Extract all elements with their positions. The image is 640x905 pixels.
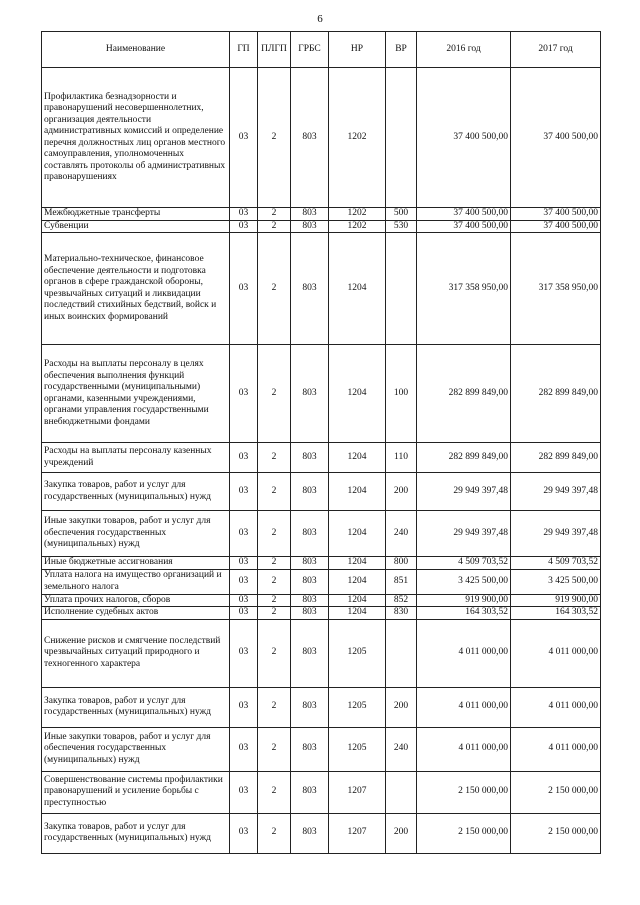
row-gp: 03 — [230, 594, 258, 607]
row-2016: 37 400 500,00 — [417, 68, 511, 208]
row-nr: 1204 — [329, 473, 386, 511]
row-nr: 1204 — [329, 443, 386, 473]
row-name: Расходы на выплаты персоналу казенных учреждений — [42, 443, 230, 473]
table-row — [42, 345, 601, 443]
row-name: Расходы на выплаты персоналу в целях обеспечения выполнения функций государственными (муниципальными) органами, казенными учреждениями, органами управления государственными внебюджетными фондами — [42, 345, 230, 443]
row-name: Материально-техническое, финансовое обеспечение деятельности и подготовка органов в сфере гражданской обороны, чрезвычайных ситуаций и ликвидации последствий стихийных бедствий, войск и иных воинских формирований — [42, 233, 230, 345]
row-name: Профилактика безнадзорности и правонарушений несовершеннолетних, организация деятельности административных комиссий и определение перечня должностных лиц органов местного самоуправления, уполномоченных составлять протоколы об административных правонарушениях — [42, 68, 230, 208]
row-2017: 4 011 000,00 — [511, 727, 601, 771]
row-plgp: 2 — [258, 473, 291, 511]
row-nr: 1207 — [329, 771, 386, 813]
row-nr: 1207 — [329, 813, 386, 853]
budget-table — [41, 31, 601, 854]
row-plgp: 2 — [258, 771, 291, 813]
header-name: Наименование — [42, 32, 230, 68]
row-grbs: 803 — [291, 473, 329, 511]
row-name: Иные бюджетные ассигнования — [42, 557, 230, 570]
row-vr: 240 — [386, 727, 417, 771]
row-grbs: 803 — [291, 619, 329, 687]
row-vr: 800 — [386, 557, 417, 570]
row-2017: 3 425 500,00 — [511, 569, 601, 594]
row-2016: 164 303,52 — [417, 607, 511, 620]
row-grbs: 803 — [291, 233, 329, 345]
row-gp: 03 — [230, 208, 258, 221]
row-2017: 919 900,00 — [511, 594, 601, 607]
row-plgp: 2 — [258, 813, 291, 853]
row-vr — [386, 619, 417, 687]
row-vr: 830 — [386, 607, 417, 620]
row-name: Субвенции — [42, 220, 230, 233]
table-row — [42, 594, 601, 607]
row-nr: 1204 — [329, 594, 386, 607]
row-2016: 4 011 000,00 — [417, 727, 511, 771]
row-name: Иные закупки товаров, работ и услуг для обеспечения государственных (муниципальных) нужд — [42, 511, 230, 557]
row-vr: 100 — [386, 345, 417, 443]
row-vr — [386, 68, 417, 208]
row-2017: 29 949 397,48 — [511, 473, 601, 511]
row-grbs: 803 — [291, 727, 329, 771]
row-2016: 282 899 849,00 — [417, 443, 511, 473]
row-gp: 03 — [230, 443, 258, 473]
table-row — [42, 511, 601, 557]
row-gp: 03 — [230, 771, 258, 813]
row-2017: 4 011 000,00 — [511, 687, 601, 727]
row-vr: 851 — [386, 569, 417, 594]
row-grbs: 803 — [291, 813, 329, 853]
row-name: Снижение рисков и смягчение последствий чрезвычайных ситуаций природного и техногенного характера — [42, 619, 230, 687]
row-nr: 1205 — [329, 619, 386, 687]
row-2017: 2 150 000,00 — [511, 813, 601, 853]
table-row — [42, 68, 601, 208]
row-2017: 164 303,52 — [511, 607, 601, 620]
table-row — [42, 687, 601, 727]
row-2016: 4 509 703,52 — [417, 557, 511, 570]
table-row — [42, 443, 601, 473]
table-row — [42, 569, 601, 594]
row-plgp: 2 — [258, 443, 291, 473]
row-gp: 03 — [230, 68, 258, 208]
row-2016: 317 358 950,00 — [417, 233, 511, 345]
row-2017: 317 358 950,00 — [511, 233, 601, 345]
row-grbs: 803 — [291, 68, 329, 208]
row-plgp: 2 — [258, 594, 291, 607]
row-gp: 03 — [230, 813, 258, 853]
table-row — [42, 208, 601, 221]
row-name: Межбюджетные трансферты — [42, 208, 230, 221]
row-2016: 2 150 000,00 — [417, 771, 511, 813]
row-vr: 200 — [386, 813, 417, 853]
row-gp: 03 — [230, 619, 258, 687]
row-2016: 3 425 500,00 — [417, 569, 511, 594]
row-nr: 1204 — [329, 569, 386, 594]
row-grbs: 803 — [291, 220, 329, 233]
row-2016: 919 900,00 — [417, 594, 511, 607]
row-vr — [386, 233, 417, 345]
table-row — [42, 727, 601, 771]
row-plgp: 2 — [258, 511, 291, 557]
row-plgp: 2 — [258, 619, 291, 687]
row-2017: 2 150 000,00 — [511, 771, 601, 813]
table-row — [42, 233, 601, 345]
row-vr: 530 — [386, 220, 417, 233]
header-vr: ВР — [386, 32, 417, 68]
row-name: Закупка товаров, работ и услуг для государственных (муниципальных) нужд — [42, 813, 230, 853]
row-grbs: 803 — [291, 607, 329, 620]
table-row — [42, 607, 601, 620]
table-row — [42, 220, 601, 233]
row-name: Иные закупки товаров, работ и услуг для обеспечения государственных (муниципальных) нужд — [42, 727, 230, 771]
row-gp: 03 — [230, 345, 258, 443]
row-plgp: 2 — [258, 345, 291, 443]
row-gp: 03 — [230, 220, 258, 233]
row-2017: 37 400 500,00 — [511, 68, 601, 208]
row-plgp: 2 — [258, 220, 291, 233]
row-grbs: 803 — [291, 594, 329, 607]
row-2017: 37 400 500,00 — [511, 220, 601, 233]
row-nr: 1204 — [329, 557, 386, 570]
header-plgp: ПЛГП — [258, 32, 291, 68]
row-plgp: 2 — [258, 233, 291, 345]
row-nr: 1202 — [329, 208, 386, 221]
row-vr: 240 — [386, 511, 417, 557]
table-row — [42, 557, 601, 570]
row-plgp: 2 — [258, 687, 291, 727]
row-nr: 1204 — [329, 233, 386, 345]
row-grbs: 803 — [291, 687, 329, 727]
row-vr: 110 — [386, 443, 417, 473]
row-nr: 1202 — [329, 220, 386, 233]
row-2016: 29 949 397,48 — [417, 473, 511, 511]
row-2016: 2 150 000,00 — [417, 813, 511, 853]
row-vr: 200 — [386, 473, 417, 511]
row-plgp: 2 — [258, 727, 291, 771]
row-2016: 37 400 500,00 — [417, 208, 511, 221]
row-2017: 4 509 703,52 — [511, 557, 601, 570]
table-row — [42, 813, 601, 853]
row-2016: 282 899 849,00 — [417, 345, 511, 443]
row-2017: 282 899 849,00 — [511, 345, 601, 443]
table-row — [42, 771, 601, 813]
row-gp: 03 — [230, 557, 258, 570]
row-2016: 37 400 500,00 — [417, 220, 511, 233]
table-header-row — [42, 32, 601, 68]
table-row — [42, 619, 601, 687]
row-vr: 852 — [386, 594, 417, 607]
row-name: Уплата налога на имущество организаций и земельного налога — [42, 569, 230, 594]
row-nr: 1205 — [329, 727, 386, 771]
row-gp: 03 — [230, 233, 258, 345]
row-nr: 1205 — [329, 687, 386, 727]
row-2016: 29 949 397,48 — [417, 511, 511, 557]
row-vr: 200 — [386, 687, 417, 727]
row-name: Закупка товаров, работ и услуг для государственных (муниципальных) нужд — [42, 687, 230, 727]
row-grbs: 803 — [291, 345, 329, 443]
row-plgp: 2 — [258, 208, 291, 221]
row-gp: 03 — [230, 473, 258, 511]
row-grbs: 803 — [291, 557, 329, 570]
row-plgp: 2 — [258, 569, 291, 594]
header-2017: 2017 год — [511, 32, 601, 68]
row-nr: 1202 — [329, 68, 386, 208]
row-plgp: 2 — [258, 607, 291, 620]
row-plgp: 2 — [258, 68, 291, 208]
row-gp: 03 — [230, 607, 258, 620]
header-2016: 2016 год — [417, 32, 511, 68]
row-grbs: 803 — [291, 569, 329, 594]
row-name: Совершенствование системы профилактики правонарушений и усиление борьбы с преступностью — [42, 771, 230, 813]
row-nr: 1204 — [329, 345, 386, 443]
header-gp: ГП — [230, 32, 258, 68]
row-name: Закупка товаров, работ и услуг для государственных (муниципальных) нужд — [42, 473, 230, 511]
row-gp: 03 — [230, 687, 258, 727]
row-vr: 500 — [386, 208, 417, 221]
row-gp: 03 — [230, 727, 258, 771]
header-grbs: ГРБС — [291, 32, 329, 68]
row-2016: 4 011 000,00 — [417, 619, 511, 687]
page-number: 6 — [317, 13, 323, 25]
row-nr: 1204 — [329, 511, 386, 557]
row-2017: 37 400 500,00 — [511, 208, 601, 221]
row-2017: 282 899 849,00 — [511, 443, 601, 473]
table-row — [42, 473, 601, 511]
row-nr: 1204 — [329, 607, 386, 620]
row-name: Уплата прочих налогов, сборов — [42, 594, 230, 607]
row-grbs: 803 — [291, 208, 329, 221]
row-grbs: 803 — [291, 511, 329, 557]
row-grbs: 803 — [291, 771, 329, 813]
row-2017: 29 949 397,48 — [511, 511, 601, 557]
row-plgp: 2 — [258, 557, 291, 570]
row-name: Исполнение судебных актов — [42, 607, 230, 620]
row-grbs: 803 — [291, 443, 329, 473]
row-2017: 4 011 000,00 — [511, 619, 601, 687]
row-gp: 03 — [230, 569, 258, 594]
row-2016: 4 011 000,00 — [417, 687, 511, 727]
row-gp: 03 — [230, 511, 258, 557]
row-vr — [386, 771, 417, 813]
header-nr: НР — [329, 32, 386, 68]
